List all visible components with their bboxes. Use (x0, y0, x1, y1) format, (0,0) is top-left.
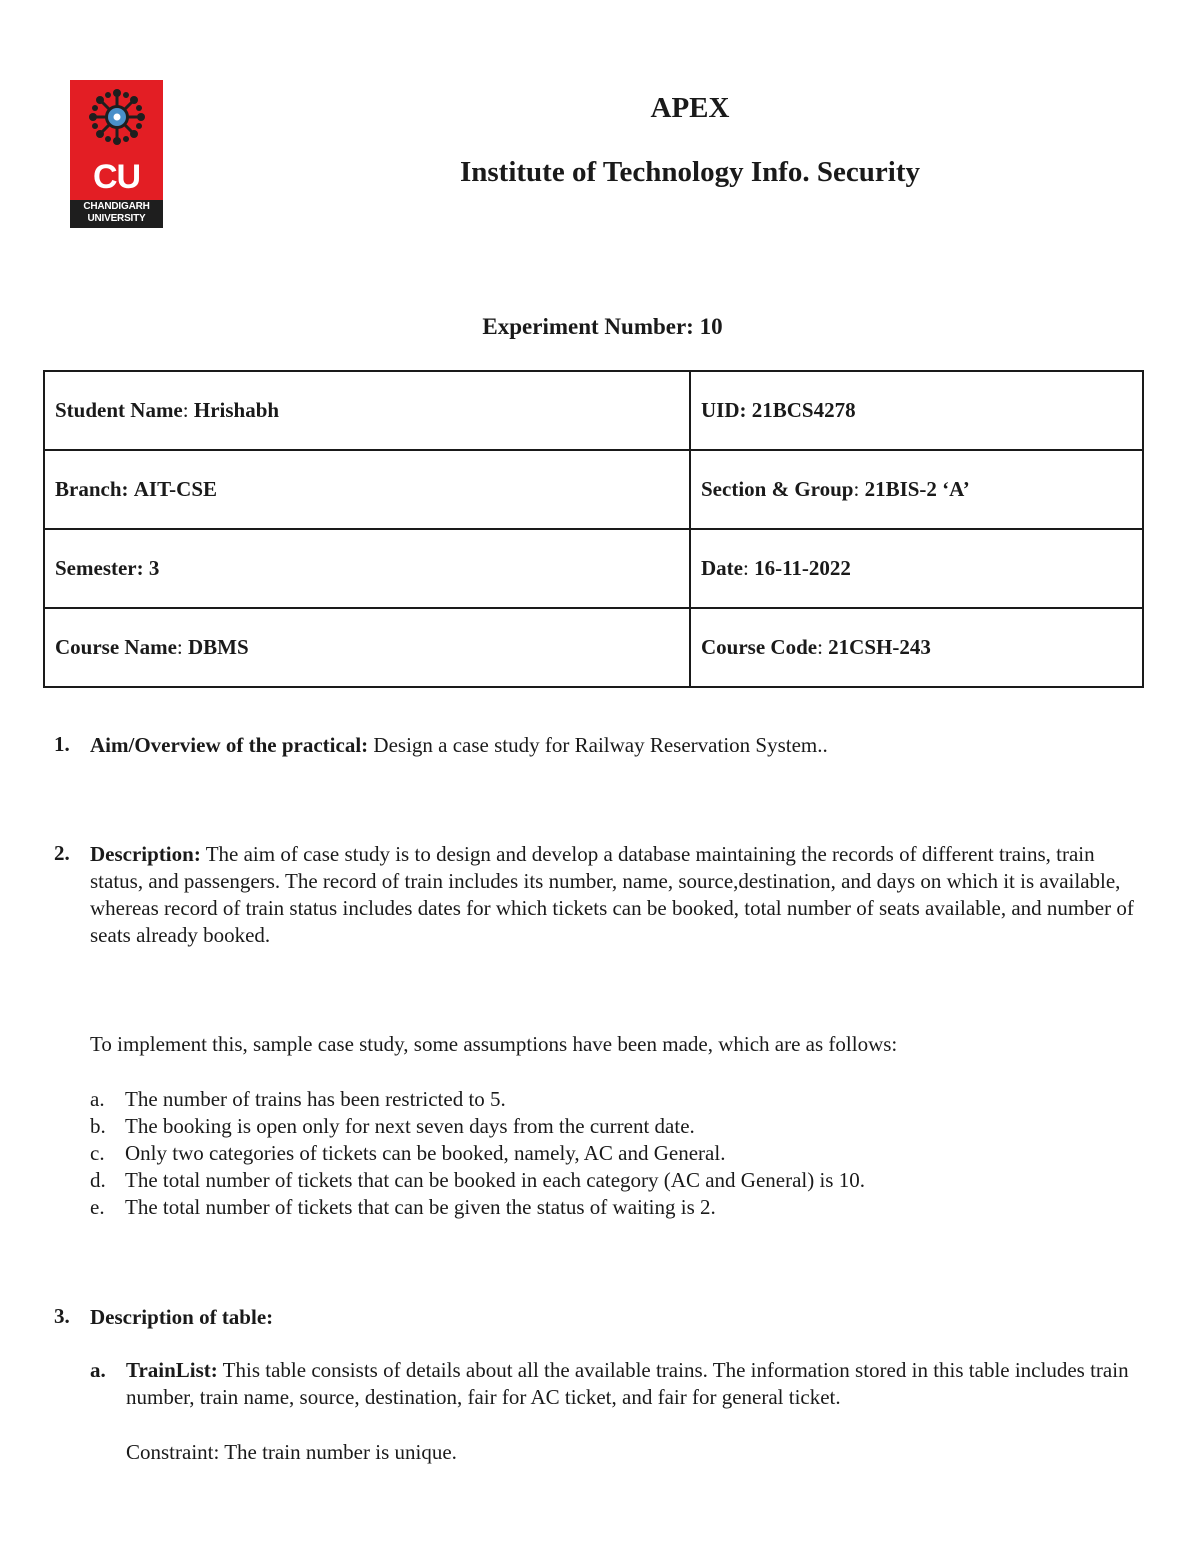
list-item (90, 1086, 506, 1113)
cell-separator: : (176, 635, 188, 659)
cell-label: Course Name (55, 635, 177, 659)
list-marker: a. (90, 1087, 105, 1111)
cell-label: Date (701, 556, 743, 580)
cell-value: AIT-CSE (133, 477, 218, 501)
semester-cell (44, 529, 690, 608)
logo-brand: CU (92, 158, 141, 196)
list-item (90, 1167, 865, 1194)
trainlist-text: This table consists of details about all the available trains. The information stored in this table includes train number, train name, source, destination, fair for AC ticket, and fair for general ticket. (126, 1358, 1129, 1409)
list-text: Only two categories of tickets can be booked, namely, AC and General. (125, 1141, 726, 1165)
list-item (90, 1140, 725, 1167)
cell-separator: : (742, 556, 755, 580)
cell-value: Hrishabh (193, 398, 280, 422)
assumptions-intro: To implement this, sample case study, some assumptions have been made, which are as follows: (90, 1032, 898, 1056)
course-name-cell (44, 608, 690, 687)
student-info-table (43, 370, 1144, 688)
table-row (44, 450, 1143, 529)
header-apex: APEX (650, 92, 730, 124)
table-row (44, 608, 1143, 687)
description-text: The aim of case study is to design and develop a database maintaining the records of different trains, train status, and passengers. The record of train includes its number, name, source,destination, and days on which it is available, whereas record of train status includes dates for which tickets can be booked, total number of seats available, and number of seats already booked. (90, 842, 1134, 947)
list-marker: e. (90, 1195, 105, 1219)
cell-separator: : (817, 635, 829, 659)
list-text: The total number of tickets that can be booked in each category (AC and General) is 10. (125, 1168, 865, 1192)
list-item (90, 1194, 716, 1221)
trainlist-description (126, 1357, 1136, 1411)
cell-value: DBMS (187, 635, 249, 659)
cell-label: Branch: (55, 477, 129, 501)
section-group-cell (690, 450, 1143, 529)
experiment-label: Experiment Number: (482, 314, 694, 339)
cell-label: UID: (701, 398, 747, 422)
section-number: 1. (54, 732, 70, 756)
description-heading: Description: (90, 842, 201, 866)
university-emblem-icon (86, 86, 148, 148)
logo-name-line2: UNIVERSITY (87, 213, 146, 224)
date-cell (690, 529, 1143, 608)
logo-name-line1: CHANDIGARH (83, 201, 150, 212)
tables-heading: Description of table: (90, 1305, 274, 1329)
course-code-cell (690, 608, 1143, 687)
list-item (90, 1113, 695, 1140)
list-marker: d. (90, 1168, 106, 1192)
experiment-value: 10 (699, 314, 723, 339)
cell-label: Section & Group (701, 477, 854, 501)
table-row (44, 529, 1143, 608)
sub-item-marker: a. (90, 1358, 106, 1382)
list-marker: c. (90, 1141, 105, 1165)
aim-text: Design a case study for Railway Reservation System.. (373, 733, 828, 757)
section-number: 3. (54, 1304, 70, 1328)
list-text: The booking is open only for next seven days from the current date. (125, 1114, 695, 1138)
cell-label: Course Code (701, 635, 818, 659)
list-text: The number of trains has been restricted to 5. (125, 1087, 506, 1111)
experiment-number (300, 314, 905, 340)
uid-cell (690, 371, 1143, 450)
cell-separator: : (853, 477, 865, 501)
university-logo (70, 80, 163, 228)
branch-cell (44, 450, 690, 529)
trainlist-name: TrainList: (126, 1358, 218, 1382)
cell-value: 21CSH-243 (828, 635, 931, 659)
description-paragraph (90, 841, 1140, 949)
table-row (44, 371, 1143, 450)
header-institute: Institute of Technology Info. Security (459, 156, 920, 188)
list-marker: b. (90, 1114, 106, 1138)
cell-value: 21BIS-2 ‘A’ (864, 477, 970, 501)
aim-paragraph (90, 732, 1140, 759)
cell-label: Semester: (55, 556, 144, 580)
student-name-cell (44, 371, 690, 450)
list-text: The total number of tickets that can be given the status of waiting is 2. (125, 1195, 716, 1219)
cell-value: 16-11-2022 (754, 556, 851, 580)
cell-separator: : (182, 398, 194, 422)
cell-label: Student Name (55, 398, 183, 422)
cell-value: 3 (148, 556, 160, 580)
section-number: 2. (54, 841, 70, 865)
cell-value: 21BCS4278 (751, 398, 856, 422)
aim-heading: Aim/Overview of the practical: (90, 733, 369, 757)
trainlist-constraint: Constraint: The train number is unique. (126, 1440, 457, 1464)
